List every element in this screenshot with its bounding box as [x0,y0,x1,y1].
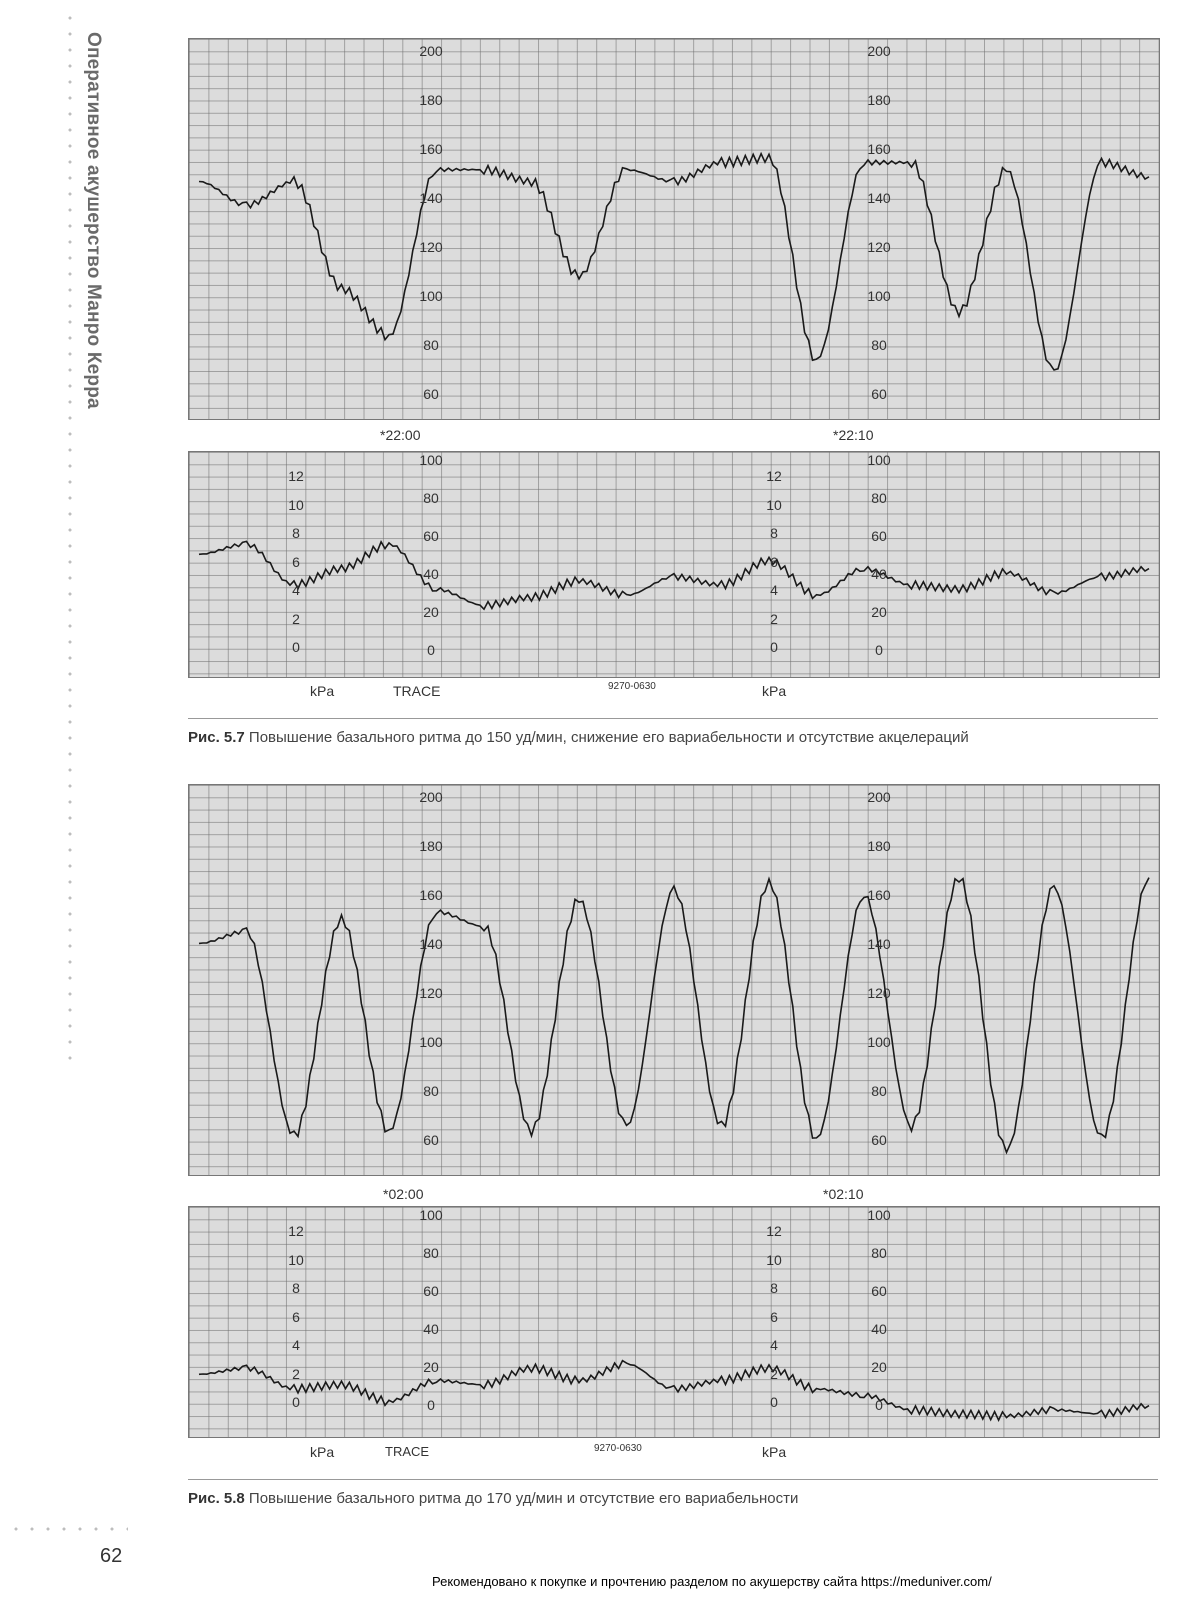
tick-label: 100 [867,288,891,304]
tick-label: 12 [288,1223,304,1239]
tick-label: 6 [292,553,300,570]
tick-label: 160 [419,887,443,903]
time-mark-2b: *02:10 [823,1186,864,1202]
tick-label: 12 [288,468,304,484]
tick-label: 0 [875,642,883,658]
kpa-label-2b: kPa [762,1444,787,1460]
tick-label: 12 [766,468,782,484]
tick-label: 20 [871,604,887,620]
tick-label: 180 [867,838,891,854]
tick-label: 10 [288,496,304,513]
tick-label: 8 [770,525,778,541]
fhr-trace-2 [189,785,1159,1175]
trace-line-uc [199,541,1149,609]
tick-label: 10 [288,1251,304,1268]
tick-label: 80 [871,490,887,506]
figure-caption-1 [188,727,1158,748]
tick-label: 0 [292,1394,300,1410]
tick-label: 120 [867,239,891,255]
tick-label: 6 [770,1308,778,1325]
tick-label: 2 [292,1365,300,1382]
tick-label: 10 [766,496,782,513]
tick-label: 80 [423,337,439,353]
page-number: 62 [100,1545,123,1567]
tick-label: 80 [423,1083,439,1099]
tick-label: 60 [423,386,439,402]
tick-label: 0 [427,642,435,658]
tick-label: 200 [419,789,443,805]
time-mark-1a: *22:00 [380,427,421,443]
kpa-label-1a: kPa [310,683,335,699]
tick-label: 60 [871,1132,887,1148]
kpa-label-2a: kPa [310,1444,335,1460]
caption-text-2: Повышение базального ритма до 170 уд/мин и отсутствие его вариабельности [244,1490,799,1507]
book-title: Оперативное акушерство Манро Керра [83,32,104,409]
tick-label: 120 [419,985,443,1001]
tick-label: 0 [875,1397,883,1413]
tick-label: 200 [867,789,891,805]
tick-label: 10 [766,1251,782,1268]
divider-2 [188,1479,1158,1480]
tick-label: 100 [867,1207,891,1223]
tick-label: 80 [423,1245,439,1261]
tick-label: 180 [867,92,891,108]
tick-label: 160 [867,141,891,157]
tick-label: 40 [871,566,887,582]
tick-label: 8 [292,1280,300,1296]
fhr-strip-1 [188,38,1160,420]
tick-label: 60 [871,528,887,544]
tick-label: 200 [419,43,443,59]
kpa-label-1b: kPa [762,683,787,699]
tick-label: 0 [770,1394,778,1410]
caption-label-2: Рис. 5.8 [188,1490,245,1507]
tick-label: 20 [423,1359,439,1375]
trace-line-fhr [199,154,1149,370]
tick-label: 2 [292,610,300,627]
tick-label: 160 [419,141,443,157]
tick-label: 80 [423,490,439,506]
margin-dots-bottom [8,1527,128,1531]
tick-label: 140 [867,190,891,206]
tick-label: 40 [423,1321,439,1337]
footer-note: Рекомендовано к покупке и прочтению разделом по акушерству сайта https://meduniver.com/ [432,1574,992,1589]
code-label-2: 9270-0630 [594,1443,642,1454]
caption-text-1: Повышение базального ритма до 150 уд/мин, снижение его вариабельности и отсутствие акцелераций [244,729,969,746]
tick-label: 80 [871,337,887,353]
uc-trace-1 [189,452,1159,677]
tick-label: 6 [292,1308,300,1325]
tick-label: 40 [423,566,439,582]
tick-label: 20 [871,1359,887,1375]
tick-label: 160 [867,887,891,903]
caption-label-1: Рис. 5.7 [188,729,245,746]
tick-label: 2 [770,610,778,627]
tick-label: 0 [770,639,778,655]
tick-label: 0 [427,1397,435,1413]
margin-dots [68,10,72,1070]
uc-strip-2 [188,1206,1160,1438]
tick-label: 140 [867,936,891,952]
tick-label: 120 [867,985,891,1001]
tick-label: 2 [770,1365,778,1382]
tick-label: 60 [871,1283,887,1299]
tick-label: 200 [867,43,891,59]
tick-label: 60 [423,528,439,544]
tick-label: 8 [770,1280,778,1296]
tick-label: 40 [871,1321,887,1337]
trace-line-uc [199,1361,1149,1421]
fhr-trace-1 [189,39,1159,419]
divider-1 [188,718,1158,719]
tick-label: 80 [871,1245,887,1261]
tick-label: 0 [292,639,300,655]
trace-line-fhr [199,878,1149,1153]
tick-label: 8 [292,525,300,541]
fhr-strip-2 [188,784,1160,1176]
tick-label: 140 [419,936,443,952]
tick-label: 100 [419,1207,443,1223]
tick-label: 140 [419,190,443,206]
tick-label: 20 [423,604,439,620]
time-mark-1b: *22:10 [833,427,874,443]
tick-label: 180 [419,838,443,854]
tick-label: 120 [419,239,443,255]
uc-trace-2 [189,1207,1159,1437]
code-label-1: 9270-0630 [608,681,656,692]
tick-label: 12 [766,1223,782,1239]
tick-label: 100 [867,1034,891,1050]
tick-label: 4 [292,1337,300,1353]
tick-label: 4 [292,582,300,598]
trace-label-1: TRACE [393,683,441,699]
tick-label: 6 [770,553,778,570]
tick-label: 100 [419,452,443,468]
tick-label: 80 [871,1083,887,1099]
tick-label: 100 [867,452,891,468]
tick-label: 60 [871,386,887,402]
uc-strip-1 [188,451,1160,678]
tick-label: 100 [419,288,443,304]
tick-label: 60 [423,1283,439,1299]
tick-label: 180 [419,92,443,108]
trace-label-2: TRACE [385,1444,430,1459]
tick-label: 100 [419,1034,443,1050]
figure-caption-2 [188,1488,1158,1509]
time-mark-2a: *02:00 [383,1186,424,1202]
tick-label: 4 [770,1337,778,1353]
tick-label: 60 [423,1132,439,1148]
tick-label: 4 [770,582,778,598]
